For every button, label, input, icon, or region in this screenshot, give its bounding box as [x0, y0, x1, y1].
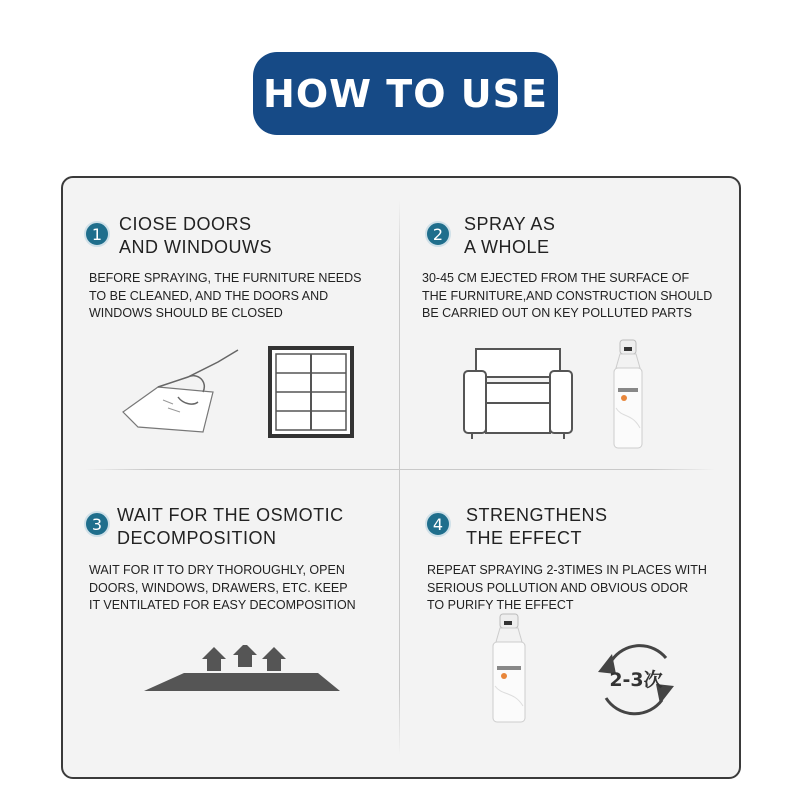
step-4-heading — [466, 504, 608, 550]
step-2-heading-line2: A WHOLE — [464, 237, 550, 257]
step-1-desc-line: TO BE CLEANED, AND THE DOORS AND — [89, 288, 329, 303]
vertical-divider — [399, 200, 400, 755]
step-2-desc-line: BE CARRIED OUT ON KEY POLLUTED PARTS — [422, 306, 692, 320]
step-1-heading — [119, 213, 272, 259]
step-3-heading-line1: WAIT FOR THE OSMOTIC — [117, 505, 344, 525]
horizontal-divider — [85, 469, 715, 470]
step-3-desc-line: IT VENTILATED FOR EASY DECOMPOSITION — [89, 598, 356, 612]
step-3-number-badge: 3 — [84, 511, 110, 537]
step-3-heading — [117, 504, 344, 550]
spray-bottle-icon — [488, 612, 530, 724]
evaporation-arrows-icon — [142, 645, 342, 695]
step-3-description — [89, 562, 356, 615]
spray-bottle-icon — [610, 338, 646, 450]
step-4-desc-line: REPEAT SPRAYING 2-3TIMES IN PLACES WITH — [427, 563, 707, 577]
step-1-description — [89, 270, 362, 323]
step-4-number-badge: 4 — [425, 511, 451, 537]
step-4-description — [427, 562, 707, 615]
step-3-desc-line: WAIT FOR IT TO DRY THOROUGHLY, OPEN — [89, 563, 345, 577]
step-4-heading-line2: THE EFFECT — [466, 528, 582, 548]
step-1-heading-line2: AND WINDOUWS — [119, 237, 272, 257]
wiping-hand-icon — [118, 342, 248, 437]
step-4-heading-line1: STRENGTHENS — [466, 505, 608, 525]
armchair-icon — [462, 343, 574, 440]
step-1-number-badge: 1 — [84, 221, 110, 247]
step-1-heading-line1: CIOSE DOORS — [119, 214, 252, 234]
step-4-desc-line: SERIOUS POLLUTION AND OBVIOUS ODOR — [427, 580, 689, 595]
step-3-desc-line: DOORS, WINDOWS, DRAWERS, ETC. KEEP — [89, 580, 348, 595]
step-4-desc-line: TO PURIFY THE EFFECT — [427, 598, 574, 612]
repeat-cycle-icon — [592, 636, 680, 722]
step-1-desc-line: BEFORE SPRAYING, THE FURNITURE NEEDS — [89, 271, 362, 285]
page-title: HOW TO USE — [253, 52, 558, 135]
step-2-number-badge: 2 — [425, 221, 451, 247]
closed-window-icon — [268, 346, 354, 438]
step-1-desc-line: WINDOWS SHOULD BE CLOSED — [89, 306, 283, 320]
step-3-heading-line2: DECOMPOSITION — [117, 528, 277, 548]
step-2-description — [422, 270, 712, 323]
step-2-desc-line: THE FURNITURE,AND CONSTRUCTION SHOULD — [422, 288, 713, 303]
step-2-heading-line1: SPRAY AS — [464, 214, 556, 234]
step-2-desc-line: 30-45 CM EJECTED FROM THE SURFACE OF — [422, 271, 690, 285]
step-2-heading — [464, 213, 555, 259]
repeat-count-label: 2-3次 — [609, 669, 663, 691]
